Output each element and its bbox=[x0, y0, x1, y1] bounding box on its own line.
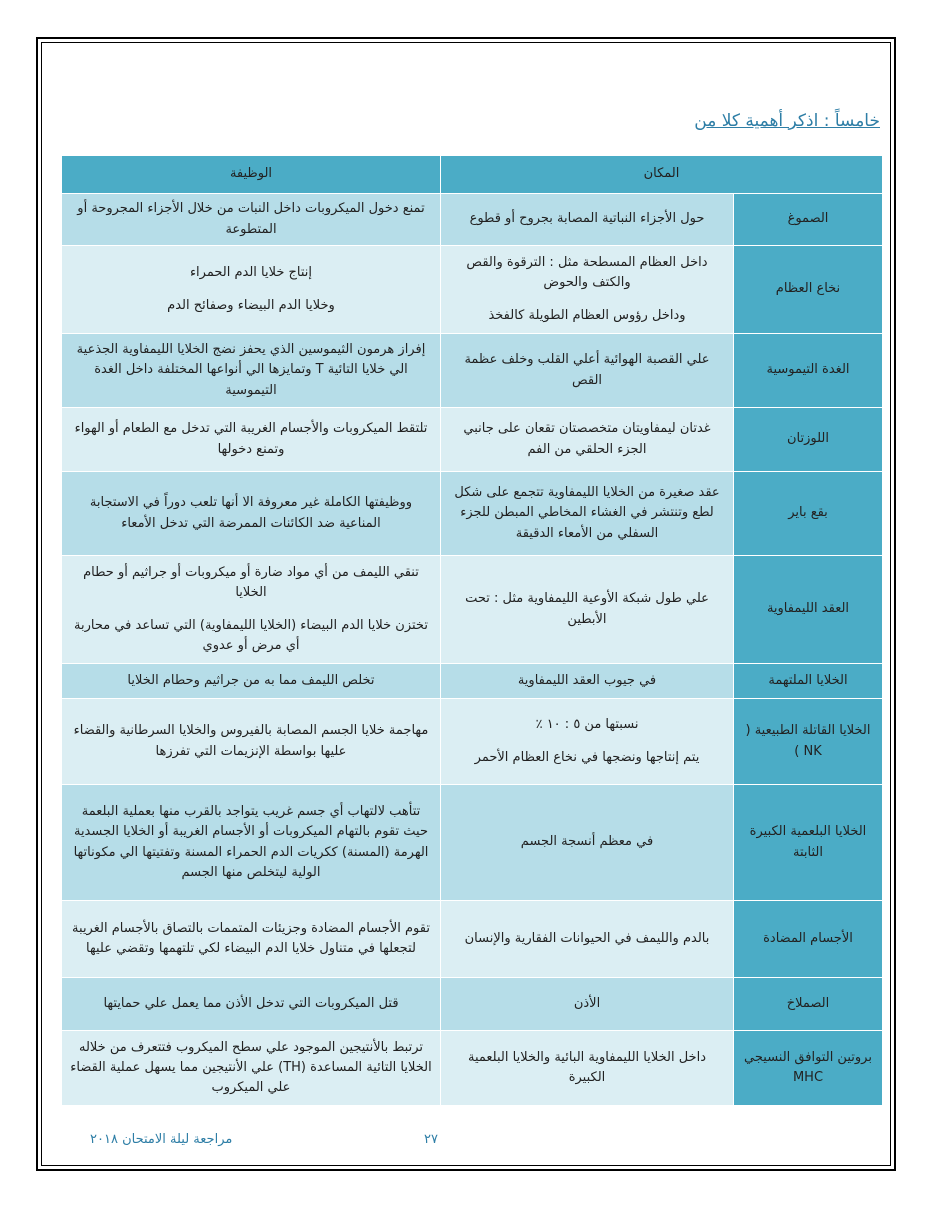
table-row bbox=[62, 472, 883, 556]
table-row bbox=[62, 556, 883, 664]
row-name: الخلايا البلعمية الكبيرة الثابتة bbox=[734, 785, 883, 901]
table-header-row bbox=[62, 156, 883, 194]
row-place-text: حول الأجزاء النباتية المصابة بجروح أو قطوع bbox=[469, 211, 705, 227]
table-row bbox=[62, 901, 883, 978]
row-place-cell bbox=[441, 556, 734, 664]
row-place-cell bbox=[441, 978, 734, 1031]
row-function-text: ترتبط بالأنتيجين الموجود علي سطح الميكروب فتتعرف من خلاله الخلايا التائية المساعدة (TH) علي الأنتيجين مما يسهل عملية القضاء علي الميكروب bbox=[70, 1039, 432, 1096]
row-function-text: تمنع دخول الميكروبات داخل النبات من خلال الأجزاء المجروحة أو المتطوعة bbox=[77, 201, 425, 237]
page-number: ٢٧ bbox=[424, 1132, 438, 1147]
table-row bbox=[62, 664, 883, 699]
row-name: الخلايا الملتهمة bbox=[734, 664, 883, 699]
row-function-text: مهاجمة خلايا الجسم المصابة بالفيروس والخلايا السرطانية والقضاء عليها بواسطة الإنزيمات التي تفرزها bbox=[73, 723, 429, 759]
row-function-text: وخلايا الدم البيضاء وصفائح الدم bbox=[167, 297, 335, 313]
row-place-text: عقد صغيرة من الخلايا الليمفاوية تتجمع على شكل لطع وتنتشر في الغشاء المخاطي المبطن للجزء السفلي من الأمعاء الدقيقة bbox=[454, 485, 720, 541]
row-place-text: علي طول شبكة الأوعية الليمفاوية مثل : تحت الأبطين bbox=[465, 591, 709, 627]
row-function-cell bbox=[62, 664, 441, 699]
table-row bbox=[62, 334, 883, 408]
row-place-cell bbox=[441, 194, 734, 246]
row-function-cell bbox=[62, 901, 441, 978]
row-place-cell bbox=[441, 1031, 734, 1106]
row-place-cell bbox=[441, 246, 734, 334]
row-function-text: تقوم الأجسام المضادة وجزيئات المتممات بالتصاق بالأجسام الغريبة لتجعلها في متناول خلايا الدم البيضاء لكي تلتهمها وتقضي عليها bbox=[72, 920, 430, 956]
row-place-cell bbox=[441, 901, 734, 978]
row-place-text: الأذن bbox=[573, 995, 601, 1011]
row-function-text: تلتقط الميكروبات والأجسام الغريبة التي تدخل مع الطعام أو الهواء وتمنع دخولها bbox=[74, 421, 428, 457]
row-name: نخاع العظام bbox=[734, 246, 883, 334]
table-row bbox=[62, 246, 883, 334]
row-name: الخلايا القاتلة الطبيعية ( NK ) bbox=[734, 699, 883, 785]
row-place-text: في جيوب العقد الليمفاوية bbox=[517, 672, 657, 688]
row-place-text: في معظم أنسجة الجسم bbox=[520, 834, 654, 850]
row-name: العقد الليمفاوية bbox=[734, 556, 883, 664]
row-function-cell bbox=[62, 194, 441, 246]
importance-table bbox=[61, 155, 883, 1106]
header-function: الوظيفة bbox=[62, 156, 441, 194]
row-place-text: علي القصبة الهوائية أعلي القلب وخلف عظمة القص bbox=[464, 352, 710, 388]
table-row bbox=[62, 408, 883, 472]
row-place-cell bbox=[441, 334, 734, 408]
section-heading: خامساً : اذكر أهمية كلا من bbox=[694, 111, 880, 131]
row-function-text: تتأهب لالتهاب أي جسم غريب يتواجد بالقرب منها بعملية البلعمة حيث تقوم بالتهام الميكروبات أو الأجسام الغريبة أو الخلايا الجسدية الهرمة (المسنة) ككريات الدم الحمراء المسنة وتفتيتها الي مكوناتها الولية ليتخلص منها الجسم bbox=[73, 804, 429, 880]
row-function-cell bbox=[62, 785, 441, 901]
row-name: الأجسام المضادة bbox=[734, 901, 883, 978]
table-row bbox=[62, 194, 883, 246]
row-name: الغدة التيموسية bbox=[734, 334, 883, 408]
row-function-cell bbox=[62, 1031, 441, 1106]
table-row bbox=[62, 699, 883, 785]
row-function-cell bbox=[62, 978, 441, 1031]
footer-title: مراجعة ليلة الامتحان ٢٠١٨ bbox=[90, 1132, 233, 1147]
row-function-cell bbox=[62, 699, 441, 785]
row-place-text: داخل العظام المسطحة مثل : الترقوة والقص والكتف والحوض bbox=[466, 255, 708, 291]
row-name: اللوزتان bbox=[734, 408, 883, 472]
row-place-cell bbox=[441, 472, 734, 556]
row-place-text: بالدم والليمف في الحيوانات الفقارية والإنسان bbox=[464, 930, 710, 946]
row-name: الصملاخ bbox=[734, 978, 883, 1031]
table-row bbox=[62, 1031, 883, 1106]
row-place-cell bbox=[441, 785, 734, 901]
row-name: بقع باير bbox=[734, 472, 883, 556]
row-function-text: إفراز هرمون الثيموسين الذي يحفز نضج الخلايا الليمفاوية الجذعية الي خلايا التائية T وتمايزها الي أنواعها المختلفة داخل الغدة التيموسية bbox=[76, 342, 426, 398]
row-name: بروتين التوافق النسيجي MHC bbox=[734, 1031, 883, 1106]
header-place: المكان bbox=[441, 156, 883, 194]
row-function-cell bbox=[62, 556, 441, 664]
row-function-cell bbox=[62, 472, 441, 556]
row-name: الصموغ bbox=[734, 194, 883, 246]
row-function-cell bbox=[62, 408, 441, 472]
row-place-cell bbox=[441, 664, 734, 699]
row-function-text: تنقي الليمف من أي مواد ضارة أو ميكروبات أو جراثيم أو حطام الخلايا bbox=[83, 565, 419, 601]
row-function-cell bbox=[62, 246, 441, 334]
row-function-text: تخلص الليمف مما به من جراثيم وحطام الخلايا bbox=[127, 672, 375, 688]
row-place-text: يتم إنتاجها ونضجها في نخاع العظام الأحمر bbox=[474, 749, 700, 765]
row-place-text: وداخل رؤوس العظام الطويلة كالفخذ bbox=[488, 307, 686, 323]
row-place-text: داخل الخلايا الليمفاوية البائية والخلايا البلعمية الكبيرة bbox=[468, 1049, 706, 1085]
row-place-text: غدتان ليمفاويتان متخصصتان تقعان على جانبي الجزء الحلقي من الفم bbox=[463, 421, 711, 457]
row-function-text: قتل الميكروبات التي تدخل الأذن مما يعمل علي حمايتها bbox=[103, 995, 399, 1011]
row-function-text: تختزن خلايا الدم البيضاء (الخلايا الليمفاوية) التي تساعد في محاربة أي مرض أو عدوي bbox=[74, 617, 428, 653]
table-row bbox=[62, 978, 883, 1031]
row-place-text: نسبتها من ٥ : ١٠ ٪ bbox=[535, 717, 639, 733]
row-function-text: ووظيفتها الكاملة غير معروفة الا أنها تلعب دوراً في الاستجابة المناعية ضد الكائنات الممرضة التي تدخل الأمعاء bbox=[89, 495, 413, 531]
row-function-text: إنتاج خلايا الدم الحمراء bbox=[189, 265, 313, 281]
table-row bbox=[62, 785, 883, 901]
row-place-cell bbox=[441, 408, 734, 472]
row-place-cell bbox=[441, 699, 734, 785]
row-function-cell bbox=[62, 334, 441, 408]
